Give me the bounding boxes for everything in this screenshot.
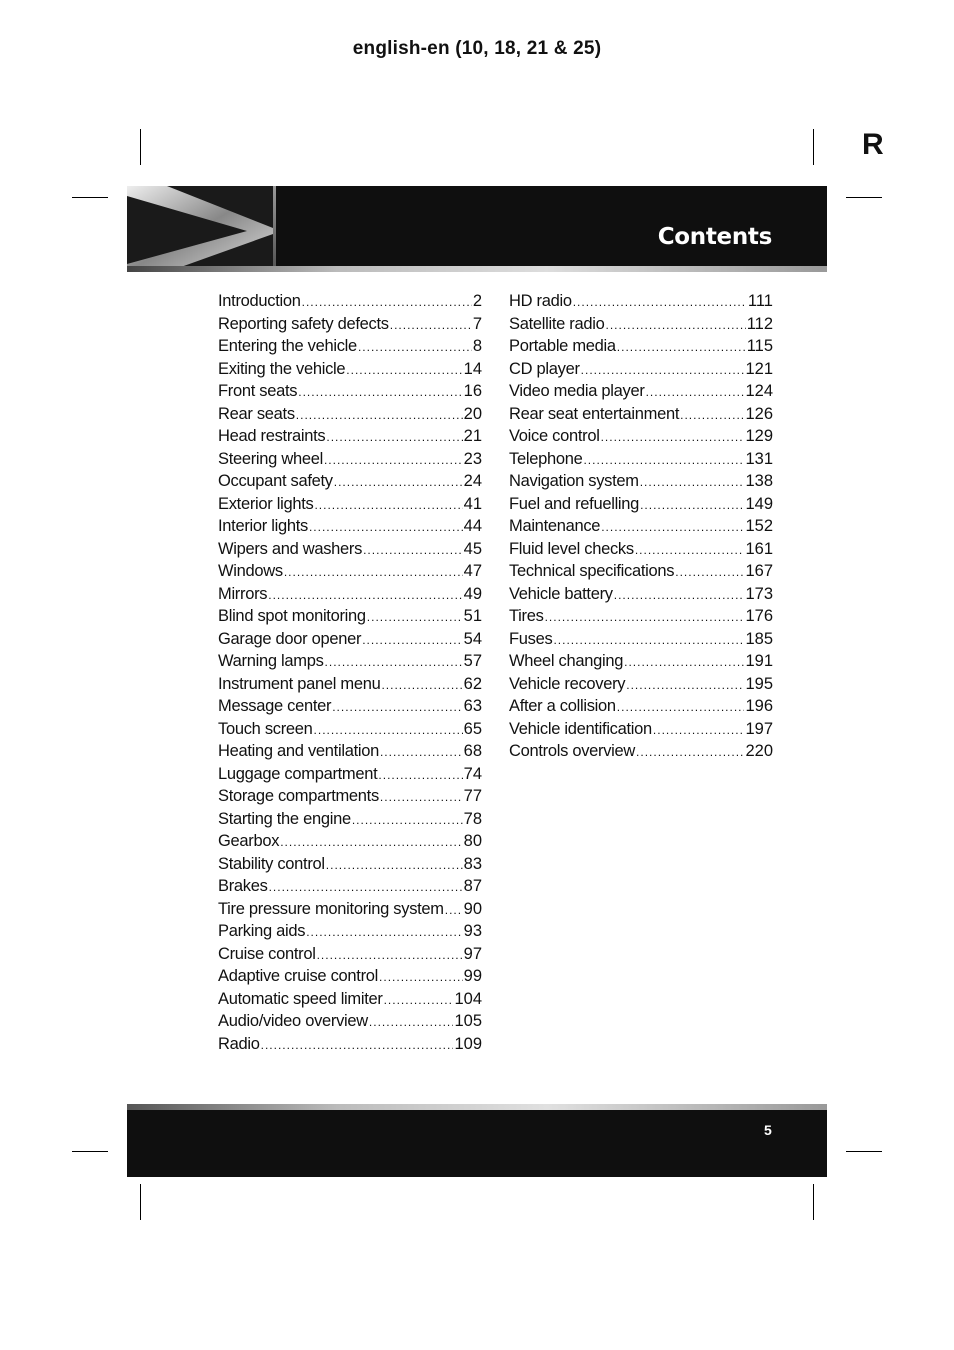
toc-entry-title: Tire pressure monitoring system — [218, 899, 444, 918]
toc-leader-dots — [326, 854, 463, 877]
toc-leader-dots — [553, 629, 744, 652]
toc-leader-dots — [367, 606, 463, 629]
toc-entry[interactable] — [509, 403, 773, 426]
toc-entry-title: Technical specifications — [509, 562, 675, 580]
toc-leader-dots — [378, 764, 462, 787]
toc-entry-page: 115 — [746, 337, 773, 355]
toc-leader-dots — [581, 359, 745, 382]
toc-entry-title: Entering the vehicle — [218, 337, 357, 355]
toc-entry[interactable] — [509, 358, 773, 381]
toc-entry-title: Brakes — [218, 877, 268, 895]
toc-entry-title: Blind spot monitoring — [218, 607, 366, 625]
toc-entry[interactable] — [218, 763, 482, 786]
toc-entry[interactable] — [509, 650, 773, 673]
toc-entry-title: Windows — [218, 562, 283, 580]
toc-entry[interactable] — [218, 740, 482, 763]
toc-entry-title: Satellite radio — [509, 314, 605, 333]
toc-entry-page: 20 — [463, 404, 482, 423]
toc-leader-dots — [583, 449, 744, 472]
toc-leader-dots — [268, 584, 462, 607]
page-title: Contents — [657, 224, 772, 250]
toc-entry[interactable] — [218, 785, 482, 808]
toc-leader-dots — [298, 381, 462, 404]
toc-leader-dots — [640, 494, 744, 517]
toc-entry-page: 45 — [463, 539, 482, 558]
footer-bar — [127, 1104, 827, 1177]
toc-entry-page: 16 — [463, 382, 482, 400]
toc-entry-title: Head restraints — [218, 427, 326, 445]
toc-entry-title: Message center — [218, 697, 332, 715]
toc-entry-title: Tires — [509, 607, 544, 625]
toc-entry-page: 87 — [463, 877, 482, 895]
toc-entry-title: Automatic speed limiter — [218, 989, 383, 1008]
toc-entry-title: Rear seat entertainment — [509, 404, 680, 423]
toc-entry-title: Controls overview — [509, 742, 636, 760]
toc-entry[interactable] — [509, 448, 773, 471]
toc-entry-title: Steering wheel — [218, 449, 323, 468]
toc-entry[interactable] — [218, 605, 482, 628]
toc-entry-title: Mirrors — [218, 584, 268, 603]
toc-entry-title: Exterior lights — [218, 494, 314, 513]
toc-leader-dots — [445, 899, 463, 922]
crop-mark — [72, 197, 108, 198]
toc-entry-page: 47 — [463, 562, 482, 580]
toc-entry-title: Fuel and refuelling — [509, 494, 640, 513]
toc-leader-dots — [314, 719, 463, 742]
toc-leader-dots — [302, 291, 472, 314]
toc-entry-page: 105 — [454, 1012, 482, 1030]
toc-leader-dots — [635, 539, 745, 562]
crop-mark — [140, 129, 141, 165]
toc-entry-page: 112 — [746, 314, 773, 333]
toc-entry-title: Warning lamps — [218, 652, 324, 670]
toc-entry-page: 57 — [463, 652, 482, 670]
toc-entry-page: 23 — [463, 449, 482, 468]
toc-entry-title: Voice control — [509, 427, 600, 445]
toc-entry-page: 44 — [463, 517, 482, 535]
toc-leader-dots — [384, 989, 454, 1012]
toc-entry-page: 138 — [745, 472, 773, 490]
toc-entry[interactable] — [218, 1033, 482, 1056]
toc-entry[interactable] — [218, 875, 482, 898]
toc-entry-page: 7 — [472, 314, 482, 333]
toc-entry[interactable] — [509, 538, 773, 561]
toc-entry-page: 161 — [745, 539, 773, 558]
toc-entry-page: 131 — [745, 449, 773, 468]
toc-leader-dots — [617, 696, 745, 719]
toc-entry[interactable] — [218, 358, 482, 381]
toc-entry-title: Video media player — [509, 382, 645, 400]
toc-leader-dots — [545, 606, 745, 629]
toc-entry-title: Portable media — [509, 337, 616, 355]
toc-entry-page: 109 — [454, 1034, 482, 1053]
toc-entry[interactable] — [509, 290, 773, 313]
toc-entry[interactable] — [218, 673, 482, 696]
toc-entry[interactable] — [218, 380, 482, 403]
toc-entry-title: Touch screen — [218, 719, 313, 738]
page-number: 5 — [764, 1122, 772, 1138]
toc-entry[interactable] — [218, 920, 482, 943]
toc-entry-title: Reporting safety defects — [218, 314, 389, 333]
toc-entry-page: 49 — [463, 584, 482, 603]
toc-leader-dots — [309, 516, 463, 539]
toc-entry-title: Fuses — [509, 629, 553, 648]
toc-entry-title: Fluid level checks — [509, 539, 634, 558]
toc-entry-title: Wheel changing — [509, 652, 624, 670]
toc-leader-dots — [334, 471, 463, 494]
toc-entry-page: 185 — [745, 629, 773, 648]
toc-leader-dots — [363, 539, 463, 562]
toc-entry-page: 41 — [463, 494, 482, 513]
toc-entry[interactable] — [509, 605, 773, 628]
toc-entry[interactable] — [218, 470, 482, 493]
toc-entry[interactable] — [218, 493, 482, 516]
toc-entry-page: 121 — [745, 359, 773, 378]
toc-leader-dots — [653, 719, 745, 742]
toc-entry-page: 90 — [463, 899, 482, 918]
toc-leader-dots — [626, 674, 744, 697]
toc-entry-title: Navigation system — [509, 472, 639, 490]
toc-leader-dots — [306, 921, 462, 944]
toc-entry-page: 149 — [745, 494, 773, 513]
toc-leader-dots — [325, 651, 463, 674]
toc-entry[interactable] — [218, 313, 482, 336]
toc-entry[interactable] — [218, 988, 482, 1011]
toc-leader-dots — [573, 291, 747, 314]
toc-entry-title: Vehicle battery — [509, 584, 613, 603]
toc-entry[interactable] — [218, 695, 482, 718]
banner-shine — [127, 266, 827, 272]
toc-entry[interactable] — [509, 628, 773, 651]
toc-entry-title: Occupant safety — [218, 472, 333, 490]
toc-entry-page: 126 — [745, 404, 773, 423]
toc-leader-dots — [326, 426, 462, 449]
toc-entry-title: Rear seats — [218, 404, 295, 423]
toc-entry-title: CD player — [509, 359, 580, 378]
toc-entry[interactable] — [218, 853, 482, 876]
toc-entry-page: 129 — [745, 427, 773, 445]
toc-leader-dots — [369, 1011, 454, 1034]
toc-entry-page: 62 — [463, 674, 482, 693]
toc-entry[interactable] — [218, 1010, 482, 1033]
toc-entry[interactable] — [218, 290, 482, 313]
toc-entry[interactable] — [218, 808, 482, 831]
toc-entry[interactable] — [218, 628, 482, 651]
toc-leader-dots — [332, 696, 462, 719]
toc-leader-dots — [605, 314, 745, 337]
toc-entry[interactable] — [218, 425, 482, 448]
toc-entry-title: HD radio — [509, 292, 572, 310]
toc-entry[interactable] — [218, 403, 482, 426]
toc-entry-page: 74 — [463, 764, 482, 783]
toc-entry-title: Heating and ventilation — [218, 742, 379, 760]
toc-entry[interactable] — [218, 515, 482, 538]
toc-entry-title: After a collision — [509, 697, 616, 715]
toc-entry-title: Interior lights — [218, 517, 308, 535]
toc-entry[interactable] — [509, 493, 773, 516]
banner-divider — [273, 186, 276, 268]
toc-entry-title: Parking aids — [218, 922, 306, 940]
toc-entry-page: 83 — [463, 854, 482, 873]
toc-entry-page: 197 — [745, 719, 773, 738]
toc-leader-dots — [614, 584, 745, 607]
toc-entry-title: Garage door opener — [218, 629, 362, 648]
document-language-label: english-en (10, 18, 21 & 25) — [352, 38, 602, 59]
toc-leader-dots — [390, 314, 472, 337]
toc-entry-title: Exiting the vehicle — [218, 359, 346, 378]
toc-entry-page: 21 — [463, 427, 482, 445]
toc-entry[interactable] — [509, 470, 773, 493]
toc-left-column — [218, 290, 482, 1055]
crop-mark — [846, 197, 882, 198]
toc-leader-dots — [261, 1034, 454, 1057]
toc-entry[interactable] — [509, 425, 773, 448]
toc-entry-page: 220 — [745, 742, 773, 760]
toc-entry-title: Maintenance — [509, 517, 601, 535]
toc-entry-title: Stability control — [218, 854, 325, 873]
crop-mark — [846, 1151, 882, 1152]
toc-entry-title: Front seats — [218, 382, 298, 400]
toc-entry-page: 54 — [463, 629, 482, 648]
toc-entry-page: 93 — [463, 922, 482, 940]
toc-entry-page: 195 — [745, 674, 773, 693]
toc-entry-page: 152 — [745, 517, 773, 535]
crop-mark — [813, 129, 814, 165]
toc-leader-dots — [352, 809, 463, 832]
toc-entry-page: 104 — [454, 989, 482, 1008]
toc-leader-dots — [379, 966, 463, 989]
toc-entry-page: 14 — [463, 359, 482, 378]
chevron-logo-box — [127, 186, 275, 272]
toc-entry[interactable] — [509, 695, 773, 718]
toc-leader-dots — [617, 336, 746, 359]
toc-entry-page: 8 — [472, 337, 482, 355]
toc-entry-title: Wipers and washers — [218, 539, 363, 558]
toc-leader-dots — [346, 359, 462, 382]
footer-shine — [127, 1104, 827, 1110]
crop-mark — [72, 1151, 108, 1152]
toc-leader-dots — [680, 404, 744, 427]
toc-entry-title: Vehicle identification — [509, 719, 652, 738]
toc-leader-dots — [358, 336, 472, 359]
toc-entry[interactable] — [218, 560, 482, 583]
toc-entry-page: 196 — [745, 697, 773, 715]
toc-entry-title: Audio/video overview — [218, 1012, 368, 1030]
toc-leader-dots — [381, 674, 462, 697]
chevron-icon — [127, 186, 275, 272]
toc-entry-title: Storage compartments — [218, 787, 379, 805]
toc-entry[interactable] — [218, 830, 482, 853]
toc-entry-title: Gearbox — [218, 832, 280, 850]
toc-entry-page: 111 — [747, 292, 773, 310]
toc-leader-dots — [317, 944, 463, 967]
toc-entry-title: Cruise control — [218, 944, 316, 963]
toc-entry-page: 173 — [745, 584, 773, 603]
toc-leader-dots — [646, 381, 745, 404]
toc-entry[interactable] — [509, 583, 773, 606]
toc-entry[interactable] — [509, 740, 773, 763]
toc-leader-dots — [324, 449, 463, 472]
toc-leader-dots — [362, 629, 462, 652]
toc-entry[interactable] — [218, 538, 482, 561]
toc-entry-page: 78 — [463, 809, 482, 828]
toc-entry-page: 68 — [463, 742, 482, 760]
toc-entry-title: Adaptive cruise control — [218, 967, 379, 985]
toc-entry[interactable] — [509, 673, 773, 696]
toc-leader-dots — [640, 471, 745, 494]
toc-leader-dots — [269, 876, 463, 899]
toc-leader-dots — [296, 404, 463, 427]
toc-entry-page: 97 — [463, 944, 482, 963]
toc-entry[interactable] — [218, 583, 482, 606]
toc-entry-title: Radio — [218, 1034, 260, 1053]
toc-entry-page: 99 — [463, 967, 482, 985]
toc-leader-dots — [624, 651, 744, 674]
toc-entry[interactable] — [218, 448, 482, 471]
toc-leader-dots — [380, 741, 463, 764]
crop-mark — [140, 1184, 141, 1220]
toc-entry[interactable] — [218, 650, 482, 673]
toc-entry[interactable] — [509, 380, 773, 403]
toc-leader-dots — [601, 426, 745, 449]
toc-entry-title: Vehicle recovery — [509, 674, 626, 693]
toc-entry-page: 63 — [463, 697, 482, 715]
toc-entry[interactable] — [218, 898, 482, 921]
toc-right-column — [509, 290, 773, 763]
toc-leader-dots — [380, 786, 463, 809]
toc-entry[interactable] — [509, 560, 773, 583]
toc-entry-page: 80 — [463, 832, 482, 850]
toc-entry[interactable] — [509, 313, 773, 336]
toc-leader-dots — [636, 741, 744, 764]
toc-entry-page: 167 — [745, 562, 773, 580]
toc-entry-page: 2 — [472, 292, 482, 310]
toc-entry-title: Luggage compartment — [218, 764, 378, 783]
section-letter: R — [862, 128, 884, 161]
toc-entry-page: 24 — [463, 472, 482, 490]
toc-entry[interactable] — [509, 335, 773, 358]
toc-entry[interactable] — [509, 718, 773, 741]
toc-entry[interactable] — [218, 943, 482, 966]
toc-entry-title: Telephone — [509, 449, 583, 468]
toc-entry-page: 77 — [463, 787, 482, 805]
contents-banner — [127, 186, 827, 272]
toc-entry[interactable] — [218, 335, 482, 358]
toc-entry-page: 191 — [745, 652, 773, 670]
toc-entry[interactable] — [509, 515, 773, 538]
toc-entry-page: 51 — [463, 607, 482, 625]
toc-leader-dots — [601, 516, 744, 539]
toc-entry-title: Instrument panel menu — [218, 674, 381, 693]
toc-entry-page: 176 — [745, 607, 773, 625]
toc-leader-dots — [314, 494, 462, 517]
crop-mark — [813, 1184, 814, 1220]
toc-entry[interactable] — [218, 965, 482, 988]
toc-leader-dots — [675, 561, 744, 584]
toc-entry-title: Introduction — [218, 292, 301, 310]
toc-entry-title: Starting the engine — [218, 809, 351, 828]
toc-entry-page: 124 — [745, 382, 773, 400]
toc-leader-dots — [280, 831, 462, 854]
toc-leader-dots — [284, 561, 463, 584]
toc-entry-page: 65 — [463, 719, 482, 738]
toc-entry[interactable] — [218, 718, 482, 741]
